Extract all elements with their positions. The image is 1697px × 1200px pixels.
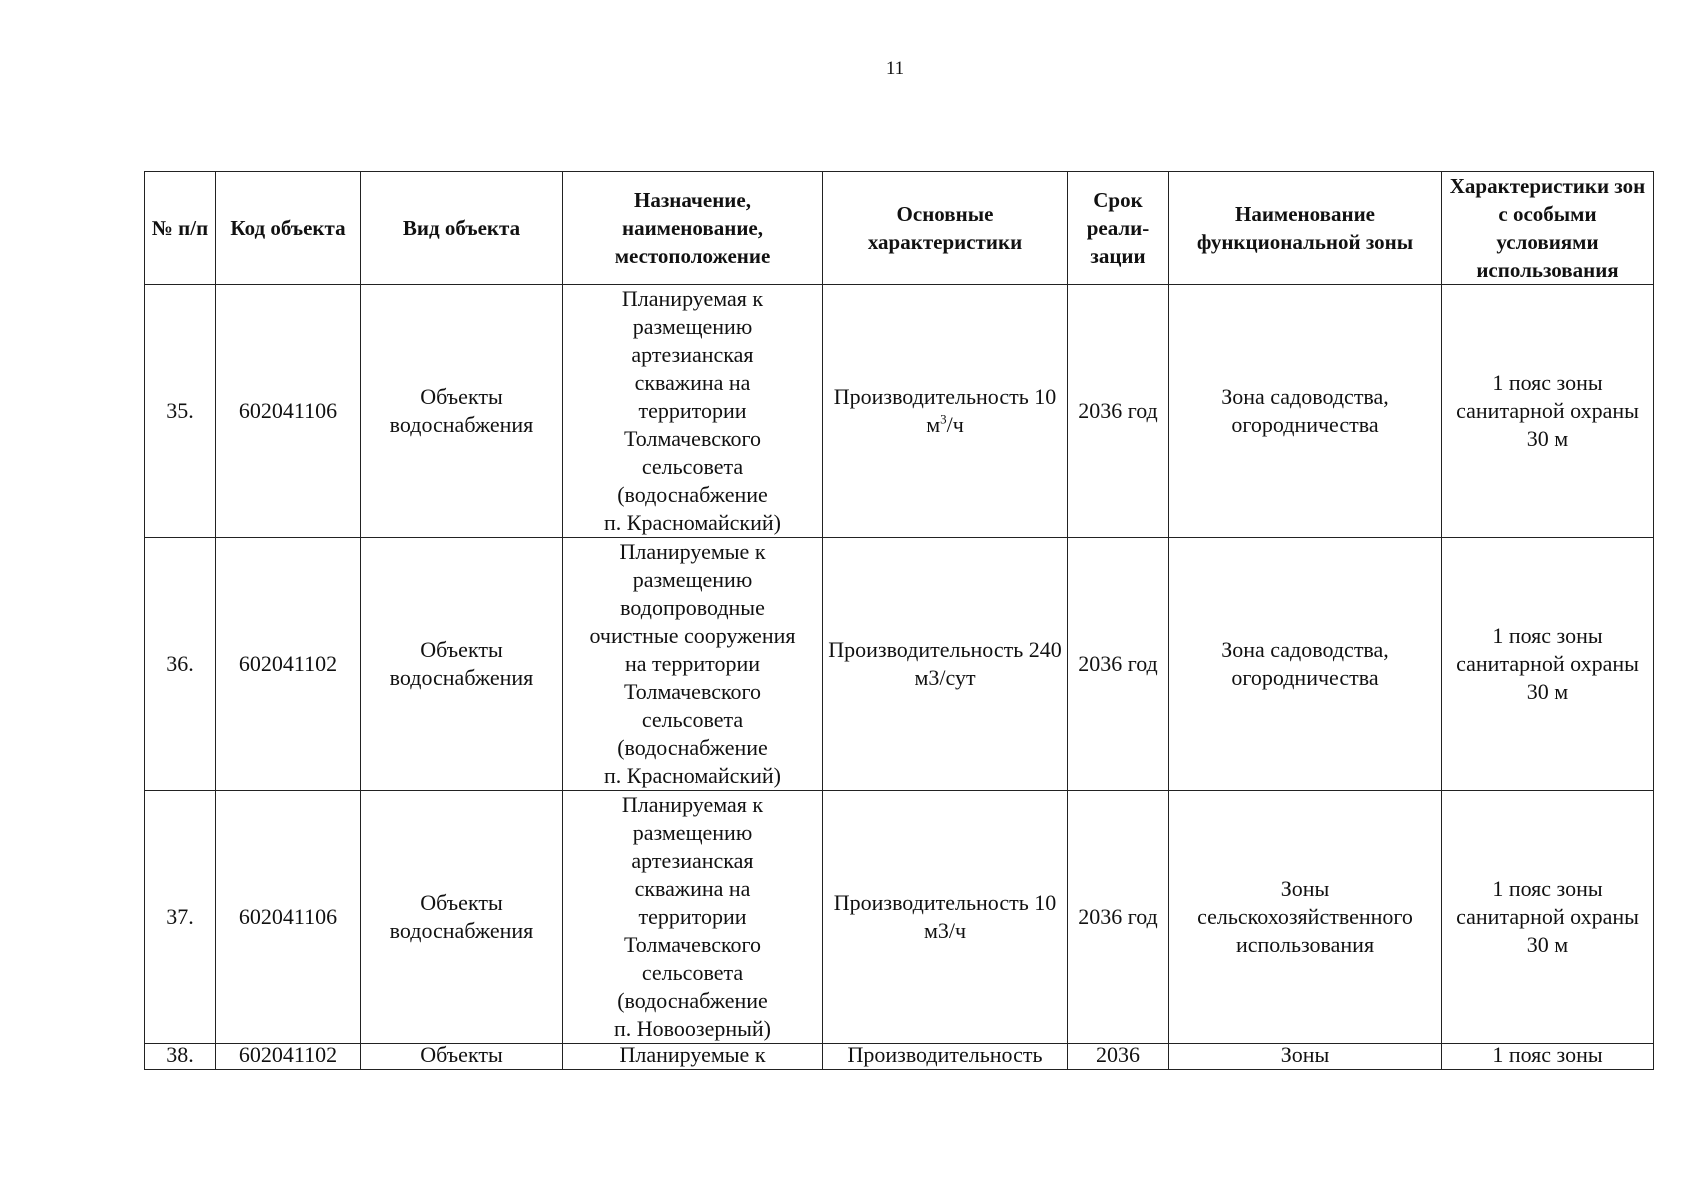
objects-table — [144, 171, 1654, 1070]
cell-characteristics: Производительность — [823, 1044, 1068, 1070]
cell-zone-characteristics: 1 пояс зоны санитарной охраны 30 м — [1442, 538, 1654, 791]
page-number: 11 — [885, 58, 905, 79]
cell-term: 2036 год — [1068, 538, 1169, 791]
header-num: № п/п — [145, 172, 216, 285]
cell-term: 2036 год — [1068, 791, 1169, 1044]
header-zone-characteristics: Характеристики зон с особыми условиями использования — [1442, 172, 1654, 285]
header-zone: Наименование функциональной зоны — [1169, 172, 1442, 285]
table-row — [145, 538, 1654, 791]
characteristics-text: Производительность 10 м — [833, 384, 1057, 437]
characteristics-unit: /ч — [946, 412, 964, 437]
table-row — [145, 1044, 1654, 1070]
cell-zone-characteristics: 1 пояс зоны санитарной охраны 30 м — [1442, 285, 1654, 538]
cell-characteristics: Производительность 240 м3/сут — [823, 538, 1068, 791]
cell-zone-characteristics: 1 пояс зоны — [1442, 1044, 1654, 1070]
cell-num: 38. — [145, 1044, 216, 1070]
characteristics-superscript: 3 — [940, 411, 947, 427]
cell-purpose: Планируемая к размещению артезианская скважина на территории Толмачевского сельсовета (водоснабжение п. Красномайский) — [563, 285, 823, 538]
header-purpose: Назначение, наименование, местоположение — [563, 172, 823, 285]
table-row — [145, 285, 1654, 538]
cell-purpose: Планируемые к размещению водопроводные очистные сооружения на территории Толмачевского сельсовета (водоснабжение п. Красномайский) — [563, 538, 823, 791]
cell-characteristics: Производительность 10 м3/ч — [823, 791, 1068, 1044]
cell-zone: Зоны — [1169, 1044, 1442, 1070]
cell-num: 37. — [145, 791, 216, 1044]
cell-zone: Зоны сельскохозяйственного использования — [1169, 791, 1442, 1044]
cell-zone: Зона садоводства, огородничества — [1169, 285, 1442, 538]
cell-type: Объекты водоснабжения — [361, 538, 563, 791]
header-term: Срок реали-зации — [1068, 172, 1169, 285]
cell-code: 602041102 — [216, 538, 361, 791]
table-header-row — [145, 172, 1654, 285]
cell-code: 602041106 — [216, 791, 361, 1044]
cell-num: 36. — [145, 538, 216, 791]
cell-zone: Зона садоводства, огородничества — [1169, 538, 1442, 791]
cell-purpose: Планируемая к размещению артезианская скважина на территории Толмачевского сельсовета (водоснабжение п. Новоозерный) — [563, 791, 823, 1044]
table-row — [145, 791, 1654, 1044]
header-characteristics: Основные характеристики — [823, 172, 1068, 285]
cell-type: Объекты — [361, 1044, 563, 1070]
cell-type: Объекты водоснабжения — [361, 791, 563, 1044]
cell-code: 602041106 — [216, 285, 361, 538]
cell-code: 602041102 — [216, 1044, 361, 1070]
cell-term: 2036 — [1068, 1044, 1169, 1070]
header-type: Вид объекта — [361, 172, 563, 285]
cell-purpose: Планируемые к — [563, 1044, 823, 1070]
cell-term: 2036 год — [1068, 285, 1169, 538]
cell-type: Объекты водоснабжения — [361, 285, 563, 538]
cell-num: 35. — [145, 285, 216, 538]
cell-characteristics — [823, 285, 1068, 538]
cell-zone-characteristics: 1 пояс зоны санитарной охраны 30 м — [1442, 791, 1654, 1044]
header-code: Код объекта — [216, 172, 361, 285]
